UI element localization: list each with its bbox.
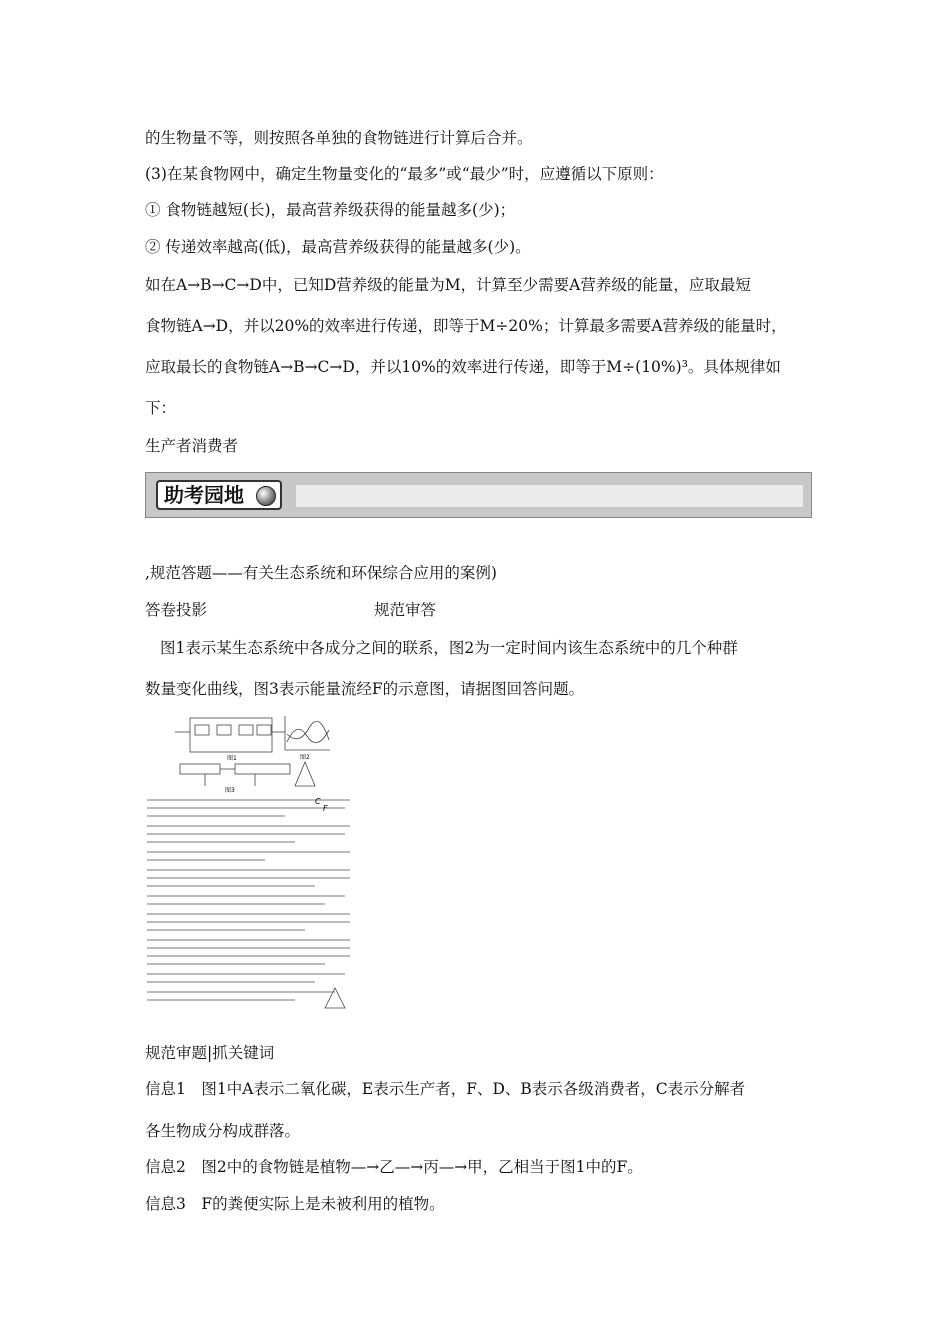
section-title: ,规范答题——有关生态系统和环保综合应用的案例) [145, 564, 497, 582]
paragraph-line: 生产者消费者 [145, 437, 239, 455]
info-line: 信息2 图2中的食物链是植物—→乙—→丙—→甲，乙相当于图1中的F。 [145, 1158, 643, 1176]
column-label-right: 规范审答 [374, 601, 437, 619]
answer-sheet-thumbnail [145, 712, 360, 1017]
handwritten-answer: F [323, 804, 328, 813]
review-heading: 规范审题|抓关键词 [145, 1044, 275, 1062]
paragraph-line: ② 传递效率越高(低)，最高营养级获得的能量越多(少)。 [145, 238, 531, 256]
figure-3-label: 图3 [225, 787, 235, 794]
banner-label [156, 480, 282, 510]
section-banner [145, 472, 812, 518]
info-line: 信息3 F的粪便实际上是未被利用的植物。 [145, 1195, 445, 1213]
paragraph-line: (3)在某食物网中，确定生物量变化的“最多”或“最少”时，应遵循以下原则： [145, 165, 664, 183]
circle-icon [256, 486, 276, 506]
figure-2-label: 图2 [300, 754, 310, 761]
paragraph-line: 食物链A→D，并以20%的效率进行传递，即等于M÷20%；计算最多需要A营养级的能量时， [145, 317, 787, 335]
paragraph-line: 的生物量不等，则按照各单独的食物链进行计算后合并。 [145, 129, 533, 147]
banner-bar [296, 485, 803, 507]
handwritten-answer: C [315, 797, 321, 806]
info-line: 信息1 图1中A表示二氧化碳，E表示生产者，F、D、B表示各级消费者，C表示分解者 [145, 1080, 746, 1098]
small-pyramid-icon [325, 988, 345, 1008]
paragraph-line: 应取最长的食物链A→B→C→D，并以10%的效率进行传递，即等于M÷(10%)³。具体规律如 [145, 358, 781, 376]
info-line: 各生物成分构成群落。 [145, 1122, 301, 1140]
figure-1-label: 图1 [227, 755, 237, 762]
question-line: 数量变化曲线，图3表示能量流经F的示意图，请据图回答问题。 [145, 680, 585, 698]
figure-1-diagram [175, 718, 285, 752]
paragraph-line: 如在A→B→C→D中，已知D营养级的能量为M，计算至少需要A营养级的能量，应取最短 [145, 276, 751, 294]
banner-label-text: 助考园地 [164, 483, 244, 507]
column-label-left: 答卷投影 [145, 601, 208, 619]
paragraph-line: 下： [145, 399, 177, 417]
figure-2-chart [285, 716, 330, 750]
paragraph-line: ① 食物链越短(长)，最高营养级获得的能量越多(少)； [145, 201, 516, 219]
answer-text-lines [147, 800, 350, 1000]
figure-3-diagram [180, 762, 315, 786]
question-line: 图1表示某生态系统中各成分之间的联系，图2为一定时间内该生态系统中的几个种群 [160, 639, 738, 657]
